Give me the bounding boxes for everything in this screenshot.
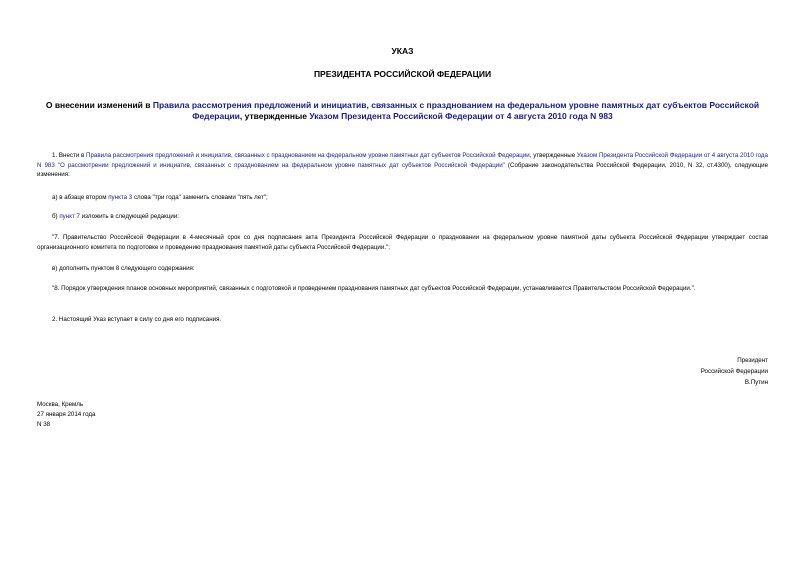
signature-country: Российской Федерации [700, 368, 768, 375]
paragraph-point8-text: "8. Порядок утверждения планов основных мероприятий, связанных с подготовкой и проведением празднования памятных дат субъектов Российской Федерации, устанавливается Правительством Российской Федерации.". [52, 285, 696, 292]
document-page [37, 0, 768, 571]
p1-middle: , утвержденные [529, 152, 577, 159]
document-issuer: ПРЕЗИДЕНТА РОССИЙСКОЙ ФЕДЕРАЦИИ [313, 69, 492, 79]
place-number: N 38 [37, 421, 51, 428]
pa-point3-link[interactable]: пункта 3 [108, 194, 133, 201]
signature-block [701, 355, 768, 388]
subject-middle: , утвержденные [239, 111, 310, 121]
pa-prefix: а) в абзаце втором [52, 194, 109, 201]
paragraph-a [37, 193, 768, 203]
p1-decree-link[interactable]: Указом Президента Российской Федерации от 4 августа 2010 года N 983 "О рассмотрении предложений и инициатив, связанных с празднованием на федеральном уровне памятных дат субъектов Российской Федерации" [37, 152, 768, 169]
pb-prefix: б) [52, 213, 60, 220]
signature-position: Президент [737, 357, 768, 364]
subject-prefix: О внесении изменений в [45, 100, 153, 110]
subject-decree-link[interactable]: Указом Президента Российской Федерации от 4 августа 2010 года N 983 [309, 111, 613, 121]
place-date-block [37, 400, 95, 430]
p1-prefix: 1. Внести в [52, 152, 87, 159]
p1-rules-link[interactable]: Правила рассмотрения предложений и инициатив, связанных с празднованием на федеральном уровне памятных дат субъектов Российской Федерации [86, 152, 530, 159]
paragraph-1 [37, 151, 768, 180]
place-city: Москва, Кремль [37, 401, 84, 408]
subject-rules-link[interactable]: Правила рассмотрения предложений и инициатив, связанных с празднованием на федеральном уровне памятных дат субъектов Российской Федерации [152, 100, 760, 121]
paragraph-v: в) дополнить пунктом 8 следующего содержания: [52, 265, 195, 272]
paragraph-b [37, 212, 768, 222]
place-date: 27 января 2014 года [37, 411, 96, 418]
pb-suffix: изложить в следующей редакции: [79, 213, 180, 220]
document-title: УКАЗ [391, 46, 414, 56]
paragraph-2: 2. Настоящий Указ вступает в силу со дня его подписания. [52, 316, 222, 323]
document-subject [37, 100, 768, 122]
pa-suffix: слова "три года" заменить словами "пять лет"; [132, 194, 268, 201]
p1-suffix: (Собрание законодательства Российской Федерации, 2010, N 32, ст.4300), следующие изменения: [37, 161, 769, 179]
signature-name: В.Путин [744, 379, 768, 386]
paragraph-point7-text: "7. Правительство Российской Федерации в 4-месячный срок со дня подписания акта Президента Российской Федерации о праздновании на федеральном уровне памятной даты субъекта Российской Федерации утверждает состав организационного комитета по подготовке и проведению празднования памятной даты субъекта Российской Федерации."; [37, 234, 768, 251]
pb-point7-link[interactable]: пункт 7 [59, 213, 80, 220]
